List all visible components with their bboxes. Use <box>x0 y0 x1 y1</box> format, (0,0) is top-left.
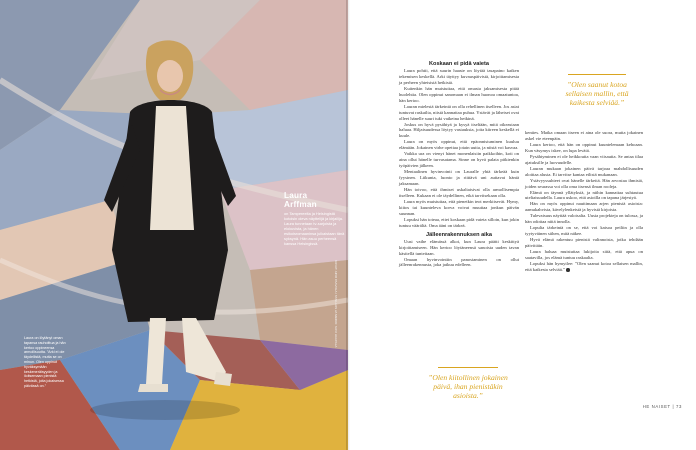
paragraph: Hyvä elämä rakentuu pienistä valinnoista, jotka tehdään päivittäin. <box>525 237 643 249</box>
pullquote-rule <box>438 367 498 368</box>
paragraph: Uusi vaihe elämässä alkoi, kun Laura päätti keskittyä kirjoittamiseen. Hän kertoo löytäneensä sanoista uuden tavan käsitellä tunteitaan. <box>399 238 519 256</box>
paragraph: Elämä on täynnä yllätyksiä, ja niihin kannattaa suhtautua uteliaisuudella. Laura uskoo, että asioilla on tapana järjestyä. <box>525 189 643 201</box>
photo-caption: Laura on löytänyt oman tapansa rauhoittua ja hän kertoo oppineensa armollisuutta. ”Arki ei ole täydellistä, mutta se on minun. Olen oppinut hyväksymään keskeneräisyyden ja iloitsemaan pienistä hetkistä, joita jokaisessa päivässä on.” <box>24 336 66 388</box>
paragraph: Laura pohtii, että suurin haaste on löytää tasapaino kaiken tekemisen keskellä. Arki täyttyy kuvauspäivistä, kirjoittamisesta ja perheen yhteisistä hetkistä. <box>399 67 519 85</box>
person-last-name: Arffman <box>284 200 317 209</box>
paragraph: Laura on myös oppinut, että epäonnistuminen kuuluu elämään. Jokainen virhe opettaa jotain uutta, ja niistä voi kasvaa. <box>399 139 519 151</box>
paragraph: Laura myös muistuttaa, että pienetkin teot merkitsevät. Hymy, kiitos tai kuunteleva korva voivat muuttaa jonkun päivän suunnan. <box>399 198 519 216</box>
paragraph: Omaan hyvinvointiin panostaminen on ollut jälleenrakennusta, joka jatkuu edelleen. <box>399 256 519 268</box>
last-paragraph-text: Lopuksi hän hymyilee: ”Olen saanut kotoa sellaisen mallin, että kaikesta selviää.” <box>525 260 643 272</box>
paragraph: Lauran mukaan jokainen päivä tarjoaa mahdollisuuden aloittaa alusta. Ei tarvitse kantaa eilistä mukanaan. <box>525 165 643 177</box>
end-mark-icon <box>566 268 570 272</box>
article-page <box>350 0 696 450</box>
paragraph: Lopulta tärkeintä on se, että voi katsoa peiliin ja olla tyytyväinen siihen, mitä näkee. <box>525 225 643 237</box>
subhead-1: Koskaan ei pidä vaieta <box>428 61 489 67</box>
paragraph: Hän on myös oppinut nauttimaan arjen pienistä asioista: aamukahvista, kävelylenkeistä ja hyvistä kirjoista. <box>525 201 643 213</box>
photo-credit-text: KUVAT: AINO PAAVOLA / STAILAUS JA MEIKKI: SUVI HAAPALA <box>334 260 338 348</box>
page-folio: HE NAISET | 73 <box>642 404 682 409</box>
paragraph: Tulevaisuus näyttää valoisalta. Uusia projekteja on tulossa, ja hän odottaa niitä innolla. <box>525 213 643 225</box>
person-intro <box>284 191 346 246</box>
article-column-2 <box>525 130 643 273</box>
paragraph: Lauran mielestä tärkeintä on olla rehellinen itselleen. Jos asiat tuntuvat raskailta, niistä kannattaa puhua. Ystävät ja läheiset ovat olleet hänelle suuri tuki vaikeina hetkinä. <box>399 103 519 121</box>
paragraph: kenties. Matka omaan itseen ei aina ole suora, mutta jokainen askel vie eteenpäin. <box>525 130 643 141</box>
subhead-2: Jälleenrakennuksen aika <box>426 231 492 238</box>
paragraph: Laura haluaa muistuttaa lukijoita siitä, että apua on saatavilla, jos elämä tuntuu raskaalta. <box>525 249 643 261</box>
person-bio: on Tampereelta ja Helsingistä kotoisin oleva näyttelijä ja kirjailija. Laura tunnetaan tv-sarjoista ja elokuvista, ja hänen esikoisromaaninsa julkaistaan tänä syksynä. Hän asuu perheensä kanssa Helsingissä. <box>284 211 345 246</box>
pullquote-1: ”Olen saanut kotoa sellaisen mallin, että kaikesta selviää.” <box>565 80 629 108</box>
paragraph: Kuitenkin hän muistuttaa, että omasta jaksamisesta pitää huolehtia. Olen oppinut sanomaan ei ilman huonoa omaatuntoa, hän kertoo. <box>399 85 519 103</box>
paragraph: Ystävyyssuhteet ovat hänelle tärkeitä. Hän arvostaa ihmisiä, joiden seurassa voi olla oma itsensä ilman rooleja. <box>525 177 643 189</box>
paragraph: Mentaalinen hyvinvointi on Lauralle yhtä tärkeää kuin fyysinen. Liikunta, luonto ja riittävä uni auttavat häntä jaksamaan. <box>399 169 519 187</box>
paragraph-last <box>525 261 643 273</box>
paragraph: Vaikka ura on vienyt hänet monenlaisiin paikkoihin, koti on aina ollut hänelle turvasatama. Sinne on hyvä palata pitkienkin työpäivien jälkeen. <box>399 151 519 169</box>
paragraph: Hän toivoo, että ihmiset uskaltaisivat olla armollisempia itselleen. Kukaan ei ole täydellinen, eikä tarvitsekaan olla. <box>399 187 519 198</box>
paragraph: Pysähtyminen ei ole heikkoutta vaan viisautta. Se antaa tilaa ajatuksille ja luovuudelle. <box>525 153 643 165</box>
article-column-1 <box>399 62 519 268</box>
photo-credit <box>334 260 338 350</box>
paragraph: Laura kertoo, että hän on oppinut kuuntelemaan kehoaan. Kun väsymys iskee, on lupa levätä. <box>525 141 643 153</box>
paragraph: Lopuksi hän toteaa, ettei koskaan pidä vaieta silloin, kun jokin tuntuu väärältä. Oma ääni on tärkeä. <box>399 216 519 228</box>
person-first-name: Laura <box>284 191 308 200</box>
paragraph: Joskus on hyvä pysähtyä ja kysyä itseltään, mitä oikeastaan haluaa. Hiljaisuudessa löytyy vastauksia, joita kiireen keskellä ei kuule. <box>399 121 519 139</box>
pullquote-rule <box>568 74 626 75</box>
pullquote-2: ”Olen kiitollinen jokainen päivä, ihan pienistäkin asioista.” <box>428 373 508 401</box>
person-name <box>284 191 346 209</box>
